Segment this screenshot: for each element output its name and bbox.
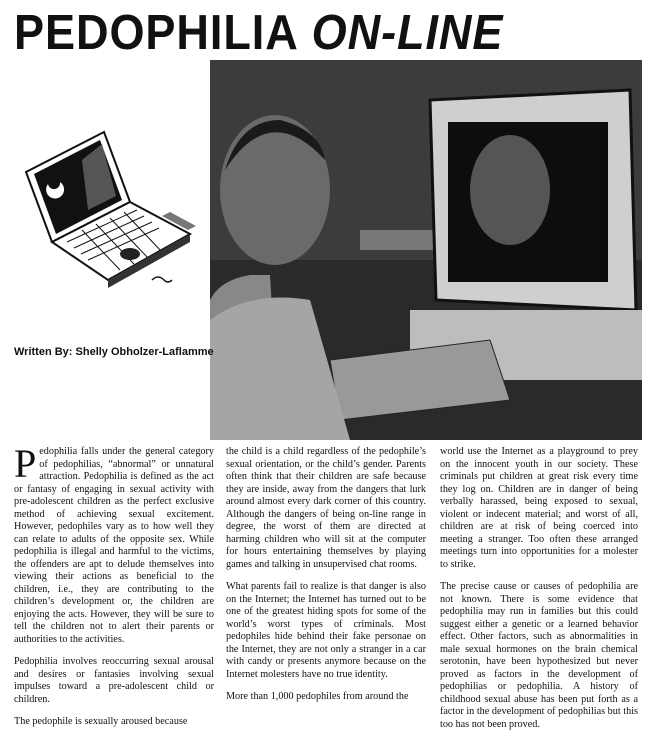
- headline-part2: ON-LINE: [311, 6, 504, 60]
- col2-paragraph-2: What parents fail to realize is that danger is also on the Internet; the Internet has turned out to be one of the greatest hiding spots for some of the world’s worst types of criminals. Most pedophiles hide behind their fake personae on the Internet, they are not only a stranger in a car with candy or presents anymore because on the Internet molesters have no true identity.: [226, 581, 426, 680]
- col2-paragraph-3: More than 1,000 pedophiles from around the: [226, 691, 409, 702]
- laptop-clipart: [12, 130, 200, 298]
- column-1: [14, 441, 214, 739]
- col2-paragraph-1: the child is a child regardless of the pedophile’s sexual orientation, or the child’s gender. Parents often think that their children are safe because they are inside, away from the dangers that lurk around almost every dark corner of this country. Although the dangers of being on-line range in degree, the worst of them are directed at harming children who will sit at the computer for hours entertaining themselves by playing games and talking in unsupervised chat rooms.: [226, 446, 426, 570]
- column-3: [440, 446, 638, 741]
- col1-paragraph-1: Pedophilia falls under the general category of pedophilias, “abnormal” or unnatural attraction. Pedophilia is defined as the act or fantasy of engaging in sexual activity with pre-adolescent children as the perfect exclusive method of achieving sexual excitement. However, pedophiles vary as to how well they can relate to adults of the opposite sex. While pedophilia is illegal and harmful to the victims, the offenders are apt to delude themselves into viewing their actions as beneficial to the children, i.e., they are contributing to the children’s development or, the children are enjoying the acts. However, they will be sure to tell the children not to alert their parents or authorities to the activities.: [14, 441, 214, 645]
- photo-child-at-computer: [210, 60, 642, 440]
- drop-cap: P: [14, 441, 37, 486]
- headline: [14, 4, 584, 62]
- col1-paragraph-3: The pedophile is sexually aroused because: [14, 716, 188, 727]
- col3-paragraph-2: The precise cause or causes of pedophilia are not known. There is some evidence that pedophilia may run in families but this could suggest either a genetic or a learned behavior effect. Other factors, such as abnormalities in male sexual hormones on the brain chemical serotonin, have been hypothesized but never proved as factors in the development of pedophilias or pedophilia. A history of childhood sexual abuse has been put forth as a factor in the development of pedophilias but this too has not been proved.: [440, 581, 638, 730]
- byline: Written By: Shelly Obholzer-Laflamme: [14, 346, 214, 358]
- headline-part1: PEDOPHILIA: [14, 6, 299, 60]
- col1-paragraph-2: Pedophilia involves reoccurring sexual arousal and desires or fantasies involving sexual impulses toward a pre-adolescent child or children.: [14, 656, 214, 705]
- col3-paragraph-1: world use the Internet as a playground to prey on the innocent youth in our society. These criminals put children at great risk every time they log on. Children are in danger of being verbally harassed, being exposed to sexual, violent or indecent material; and worst of all, children are at risk of being coerced into meeting a stranger. Too often these arranged meetings turn into opportunities for a molester to strike.: [440, 446, 638, 570]
- column-2: [226, 446, 426, 714]
